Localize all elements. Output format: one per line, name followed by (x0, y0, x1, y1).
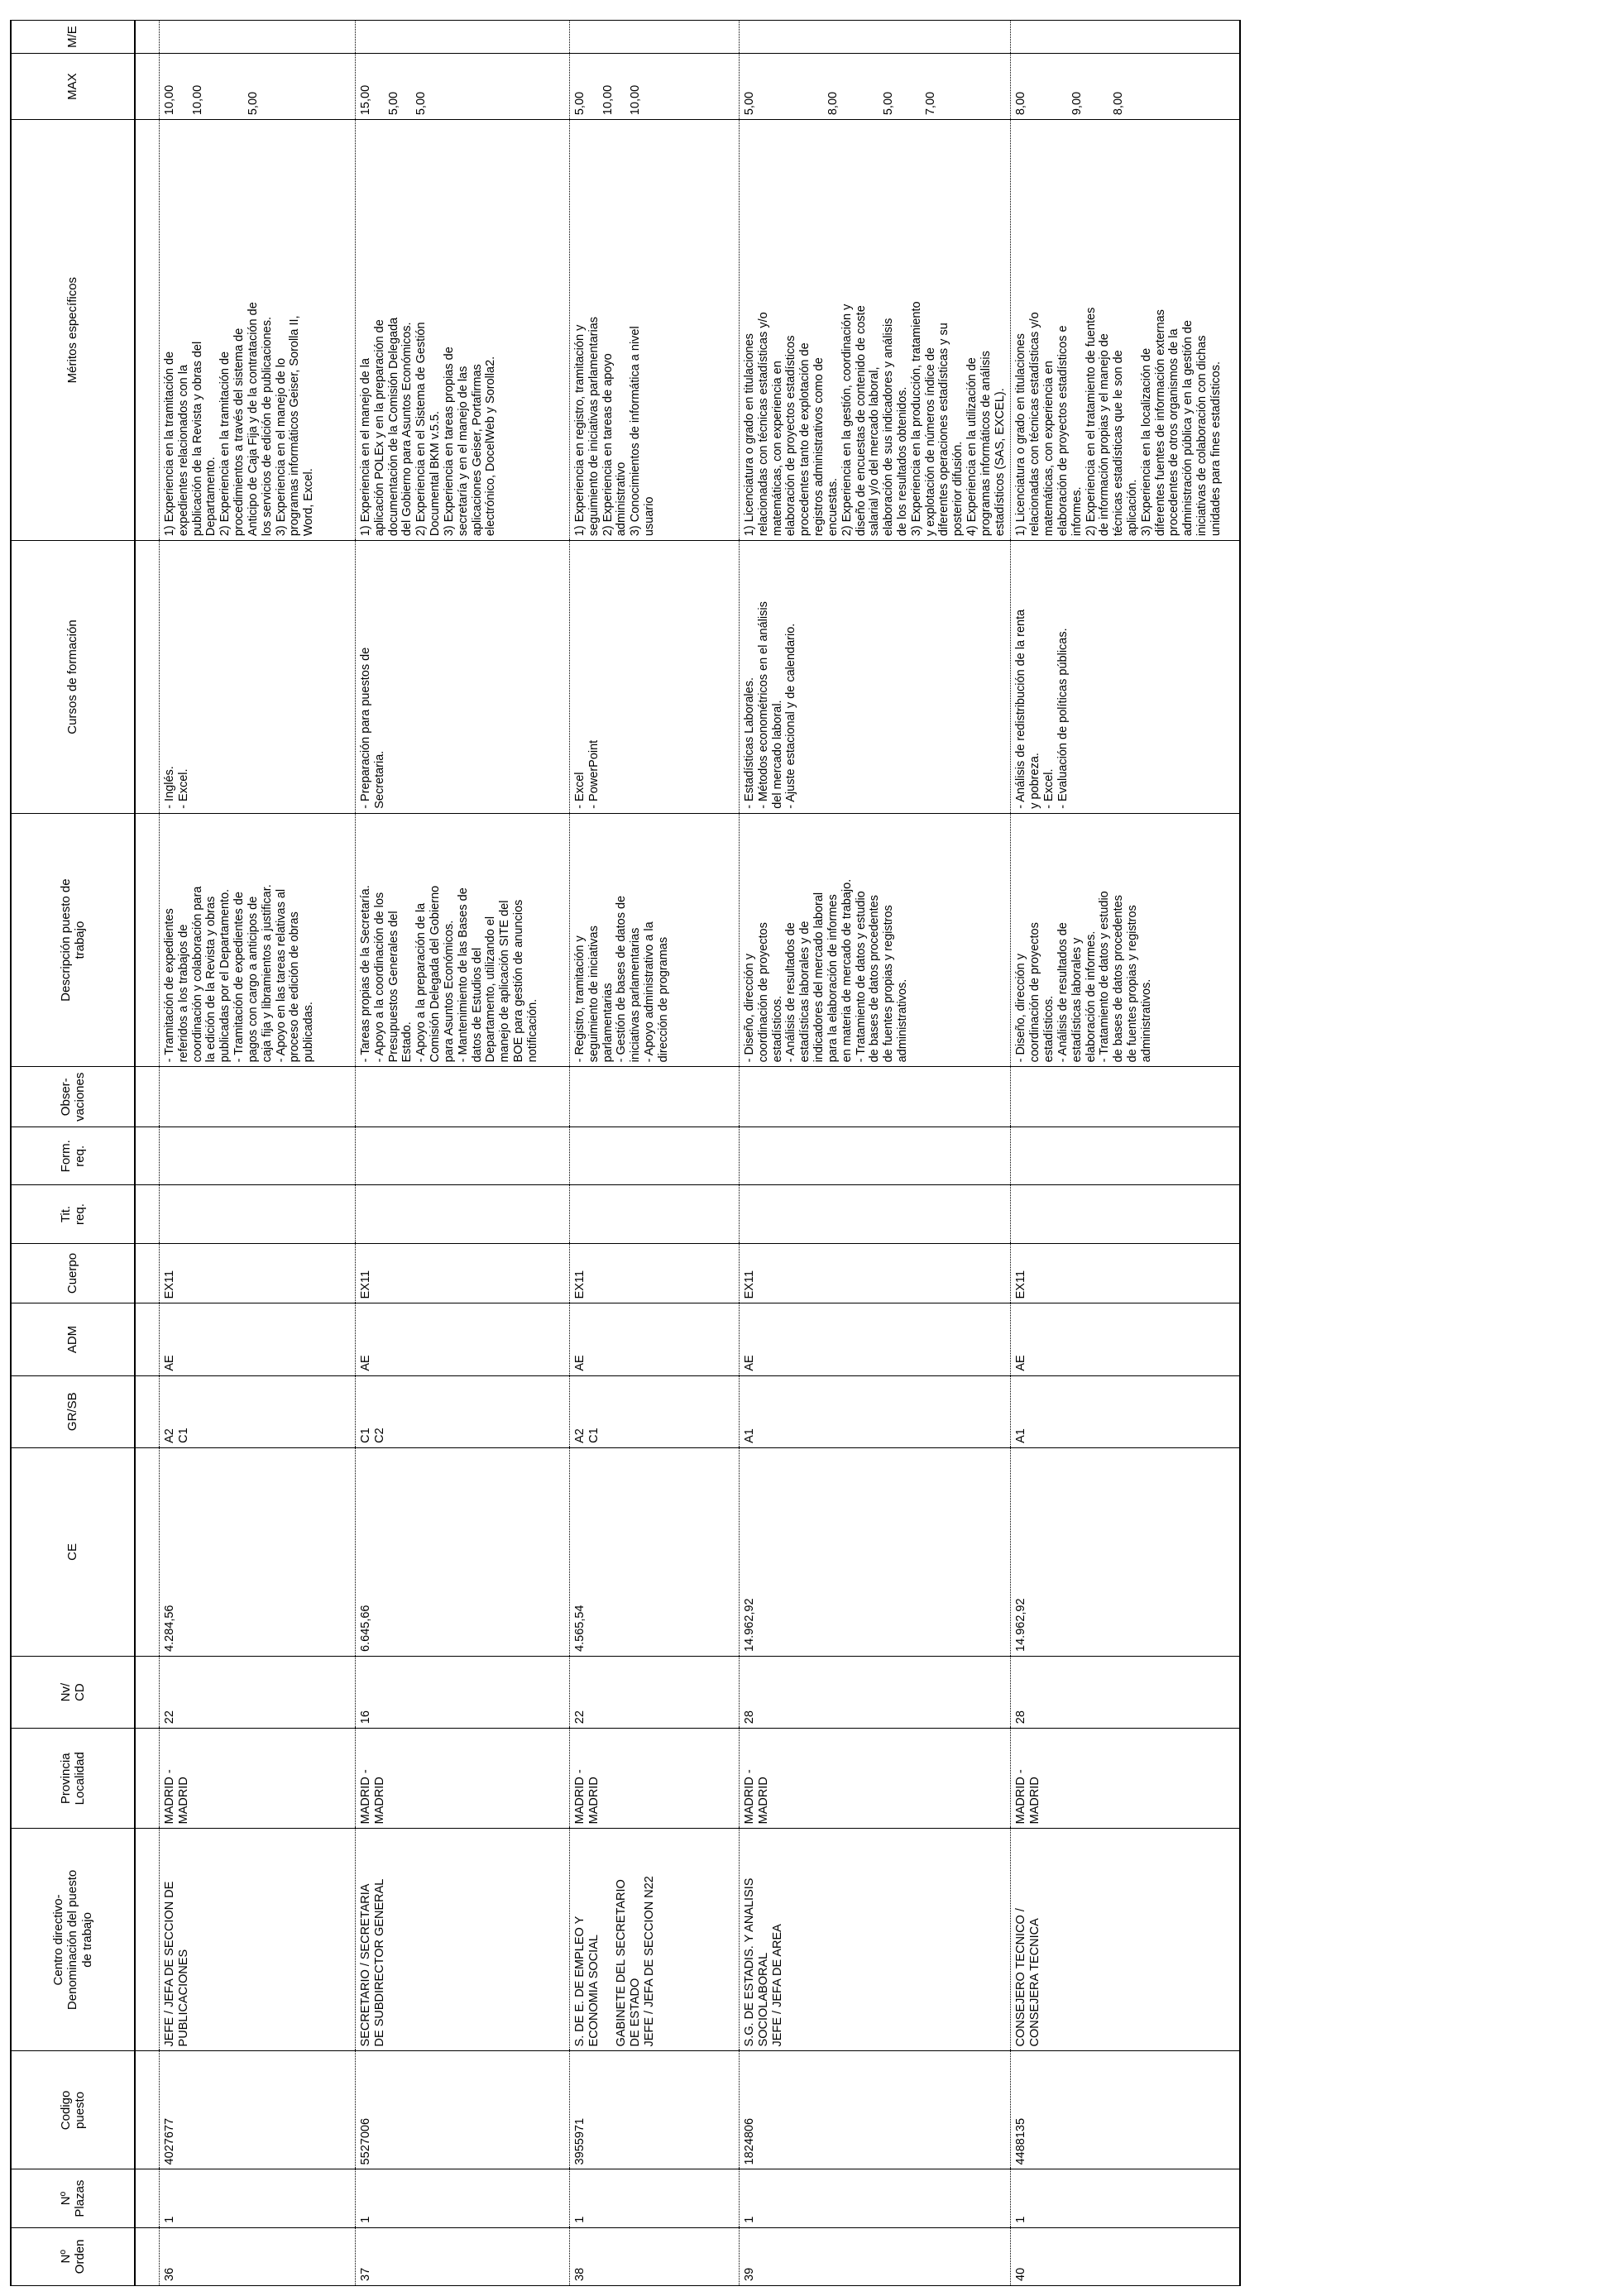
me-cell (160, 21, 356, 54)
orden-cell: 40 (1011, 2227, 1241, 2285)
codigo-cell: 1824806 (740, 2051, 1011, 2169)
meritos-cell: 1) Licenciatura o grado en titulaciones relacionadas con técnicas estadísticas y/o matemáticas, con experiencia en elaboración de proyectos estadísticos procedentes tanto de explotación de registros administrativos como de encuestas. 2) Experiencia en la gestión, coordinación y diseño de encuestas de contenido de coste salarial y/o del mercado laboral, elaboración de sus indicadores y análisis de los resultados obtenidos. 3) Experiencia en la producción, tratamiento y explotación de números índice de diferentes operaciones estadísticas y su posterior difusión. 4) Experiencia en la utilización de programas informáticos de análisis estadísticos (SAS, EXCEL). (740, 120, 1011, 541)
descripcion-cell: - Diseño, dirección y coordinación de proyectos estadísticos. - Análisis de resultados de estadísticas laborales y elaboración de informes. - Tratamiento de datos y estudio de bases de datos procedentes de fuentes propias y registros administrativos. (1011, 813, 1241, 1067)
table-row (1011, 21, 1241, 2286)
form-cell (356, 1127, 570, 1185)
provincia-cell: MADRID - MADRID (1011, 1729, 1241, 1829)
provincia-cell: MADRID - MADRID (740, 1729, 1011, 1829)
cuerpo-cell: EX11 (1011, 1243, 1241, 1303)
orden-cell: 36 (160, 2227, 356, 2285)
nivel-cell: 22 (570, 1656, 740, 1728)
header-tit: Tit. req. (11, 1185, 135, 1243)
header-grsb: GR/SB (11, 1375, 135, 1447)
descripcion-cell: - Diseño, dirección y coordinación de proyectos estadísticos. - Análisis de resultados de estadísticas laborales y de indicadores del mercado laboral para la elaboración de informes en materia de mercado de trabajo. - Tratamiento de datos y estudio de bases de datos procedentes de fuentes propias y registros administrativos. (740, 813, 1011, 1067)
header-max: MAX (11, 54, 135, 120)
provincia-cell: MADRID - MADRID (160, 1729, 356, 1829)
header-me: M/E (11, 21, 135, 54)
nivel-cell: 22 (160, 1656, 356, 1728)
plazas-cell: 1 (740, 2169, 1011, 2227)
provincia-cell: MADRID - MADRID (570, 1729, 740, 1829)
form-cell (570, 1127, 740, 1185)
denominacion-cell: S.G. DE ESTADIS. Y ANALISIS SOCIOLABORAL JEFE / JEFA DE AREA (740, 1829, 1011, 2051)
header-row (11, 21, 135, 2286)
obs-cell (356, 1067, 570, 1127)
header-provincia: Provincia Localidad (11, 1729, 135, 1829)
me-cell (1011, 21, 1241, 54)
descripcion-cell: - Tareas propias de la Secretaría. - Apoyo a la coordinación de los Presupuestos Generales del Estado. - Apoyo a la preparación de la Comisión Delegada del Gobierno para Asuntos Económicos. - Mantenimiento de las Bases de datos de Estudios del Departamento, utilizando el manejo de aplicación SITE del BOE para gestión de anuncios notificación. (356, 813, 570, 1067)
ce-cell: 6.645,66 (356, 1447, 570, 1656)
job-positions-table (10, 20, 1241, 2286)
header-ce: CE (11, 1447, 135, 1656)
descripcion-cell: - Tramitación de expedientes referidos a los trabajos de coordinación y colaboración para la edición de la Revista y obras publicadas por el Departamento. - Tramitación de expedientes de pagos con cargo a anticipos de caja fija y libramientos a justificar. - Apoyo en las tareas relativas al proceso de edición de obras publicadas. (160, 813, 356, 1067)
orden-cell: 38 (570, 2227, 740, 2285)
max-cell: 5,00 10,00 10,00 (570, 54, 740, 120)
adm-cell: AE (1011, 1303, 1241, 1375)
group-label: S.G. DE ESTADIS. Y ANALISIS SOCIOLABORAL (743, 1877, 770, 2047)
tit-cell (1011, 1185, 1241, 1243)
codigo-cell: 5527006 (356, 2051, 570, 2169)
meritos-cell: 1) Licenciatura o grado en titulaciones relacionadas con técnicas estadísticas y/o matemáticas, con experiencia en elaboración de proyectos estadísticos e informes. 2) Experiencia en el tratamiento de fuentes de información propias y el manejo de técnicas estadísticas que le son de aplicación. 3) Experiencia en la localización de diferentes fuentes de información externas procedentes de otros organismos de la administración pública y en la gestión de iniciativas de colaboración con dichas unidades para fines estadísticos. (1011, 120, 1241, 541)
adm-cell: AE (740, 1303, 1011, 1375)
me-cell (740, 21, 1011, 54)
plazas-cell: 1 (160, 2169, 356, 2227)
provincia-cell: MADRID - MADRID (356, 1729, 570, 1829)
form-cell (160, 1127, 356, 1185)
table-row (740, 21, 1011, 2286)
header-orden: Nº Orden (11, 2227, 135, 2285)
max-cell: 15,00 5,00 5,00 (356, 54, 570, 120)
obs-cell (1011, 1067, 1241, 1127)
plazas-cell: 1 (1011, 2169, 1241, 2227)
header-nivel: Nv/ CD (11, 1656, 135, 1728)
cursos-cell: - Inglés. - Excel. (160, 541, 356, 814)
denominacion-cell: S. DE E. DE EMPLEO Y ECONOMIA SOCIAL GABINETE DEL SECRETARIO DE ESTADO JEFE / JEFA DE SECCION N22 (570, 1829, 740, 2051)
descripcion-cell: - Registro, tramitación y seguimiento de iniciativas parlamentarias - Gestión de bases de datos de iniciativas parlamentarias - Apoyo administrativo a la dirección de programas (570, 813, 740, 1067)
plazas-cell: 1 (570, 2169, 740, 2227)
tit-cell (570, 1185, 740, 1243)
adm-cell: AE (570, 1303, 740, 1375)
grsb-cell: C1 C2 (356, 1375, 570, 1447)
max-cell: 8,00 9,00 8,00 (1011, 54, 1241, 120)
denominacion-cell: JEFE / JEFA DE SECCION DE PUBLICACIONES (160, 1829, 356, 2051)
me-cell (570, 21, 740, 54)
meritos-cell: 1) Experiencia en el manejo de la aplicación POLEx y en la preparación de documentación de la Comisión Delegada del Gobierno para Asuntos Económicos. 2) Experiencia en el Sistema de Gestión Documental BKM v.5.5. 3) Experiencia en tareas propias de secretaría y en el manejo de las aplicaciones Geiser, Portafirmas electrónico, DocelWeb y Sorolla2. (356, 120, 570, 541)
header-adm: ADM (11, 1303, 135, 1375)
obs-cell (570, 1067, 740, 1127)
grsb-cell: A2 C1 (160, 1375, 356, 1447)
header-cuerpo: Cuerpo (11, 1243, 135, 1303)
max-cell: 10,00 10,00 5,00 (160, 54, 356, 120)
cuerpo-cell: EX11 (160, 1243, 356, 1303)
table-row (570, 21, 740, 2286)
table-row (356, 21, 570, 2286)
header-form: Form. req. (11, 1127, 135, 1185)
nivel-cell: 28 (1011, 1656, 1241, 1728)
cursos-cell: - Preparación para puestos de Secretaria. (356, 541, 570, 814)
meritos-cell: 1) Experiencia en la tramitación de expedientes relacionados con la publicación de la Revista y obras del Departamento. 2) Experiencia en la tramitación de procedimientos a través del sistema de Anticipo de Caja Fija y de la contratación de los servicios de edición de publicaciones. 3) Experiencia en el manejo de lo programas informáticos Geiser, Sorolla II, Word, Excel. (160, 120, 356, 541)
codigo-cell: 4488135 (1011, 2051, 1241, 2169)
header-obs: Obser- vaciones (11, 1067, 135, 1127)
codigo-cell: 3955971 (570, 2051, 740, 2169)
grsb-cell: A2 C1 (570, 1375, 740, 1447)
tit-cell (160, 1185, 356, 1243)
denominacion-cell: CONSEJERO TECNICO / CONSEJERA TECNICA (1011, 1829, 1241, 2051)
cursos-cell: - Estadísticas Laborales. - Métodos econométricos en el análisis del mercado laboral. - Ajuste estacional y de calendario. (740, 541, 1011, 814)
cursos-cell: - Excel - PowerPoint (570, 541, 740, 814)
ce-cell: 4.565,54 (570, 1447, 740, 1656)
ce-cell: 14.962,92 (740, 1447, 1011, 1656)
denominacion-cell: SECRETARIO / SECRETARIA DE SUBDIRECTOR GENERAL (356, 1829, 570, 2051)
ce-cell: 14.962,92 (1011, 1447, 1241, 1656)
header-descripcion: Descripción puesto de trabajo (11, 813, 135, 1067)
nivel-cell: 28 (740, 1656, 1011, 1728)
max-cell: 5,00 8,00 5,00 7,00 (740, 54, 1011, 120)
cuerpo-cell: EX11 (740, 1243, 1011, 1303)
nivel-cell: 16 (356, 1656, 570, 1728)
adm-cell: AE (160, 1303, 356, 1375)
tit-cell (740, 1185, 1011, 1243)
form-cell (1011, 1127, 1241, 1185)
header-cursos: Cursos de formación (11, 541, 135, 814)
cuerpo-cell: EX11 (570, 1243, 740, 1303)
orden-cell: 37 (356, 2227, 570, 2285)
group-label: S. DE E. DE EMPLEO Y ECONOMIA SOCIAL GABINETE DEL SECRETARIO DE ESTADO (573, 1879, 643, 2047)
obs-cell (160, 1067, 356, 1127)
cursos-cell: - Análisis de redistribución de la renta y pobreza. - Excel. - Evaluación de políticas públicas. (1011, 541, 1241, 814)
plazas-cell: 1 (356, 2169, 570, 2227)
top-spacer-row (135, 21, 160, 2286)
header-centro: Centro directivo- Denominación del puesto de trabajo (11, 1829, 135, 2051)
ce-cell: 4.284,56 (160, 1447, 356, 1656)
table-row (160, 21, 356, 2286)
me-cell (356, 21, 570, 54)
obs-cell (740, 1067, 1011, 1127)
meritos-cell: 1) Experiencia en registro, tramitación y seguimiento de iniciativas parlamentarias 2) Experiencia en tareas de apoyo administrativo 3) Conocimientos de informática a nivel usuario (570, 120, 740, 541)
header-meritos: Méritos específicos (11, 120, 135, 541)
header-plazas: Nº Plazas (11, 2169, 135, 2227)
grsb-cell: A1 (1011, 1375, 1241, 1447)
header-codigo: Codigo puesto (11, 2051, 135, 2169)
grsb-cell: A1 (740, 1375, 1011, 1447)
orden-cell: 39 (740, 2227, 1011, 2285)
codigo-cell: 4027677 (160, 2051, 356, 2169)
tit-cell (356, 1185, 570, 1243)
adm-cell: AE (356, 1303, 570, 1375)
form-cell (740, 1127, 1011, 1185)
cuerpo-cell: EX11 (356, 1243, 570, 1303)
